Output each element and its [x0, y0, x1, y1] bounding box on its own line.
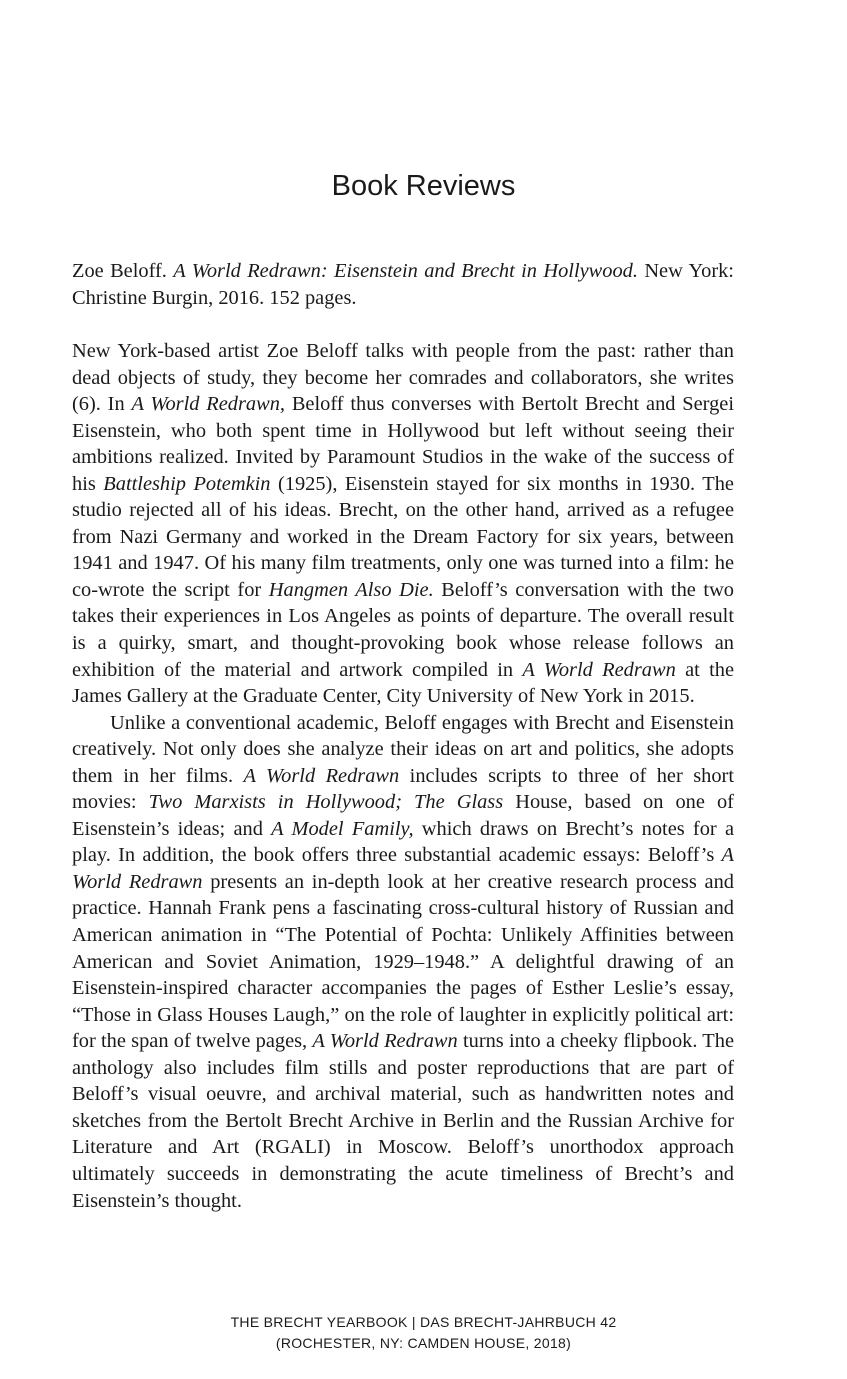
text-run: Beloff’s conversation with the two takes their experiences in Los Angeles as points of departure. The overall result is a quirky, smart, and thought-provoking book whose release follows an exhibition of the material and artwork compiled in	[72, 578, 734, 681]
text-run: Beloff thus converses with Bertolt Brecht and Sergei Eisenstein, who both spent time in Hollywood but left without seeing their ambitions realized. Invited by Paramount Studios in the wake of the success of his	[72, 393, 734, 495]
film-title-italic: Hangmen Also Die.	[268, 578, 434, 601]
citation-author: Zoe Beloff.	[72, 260, 167, 282]
film-title-italic: Battleship Potemkin	[103, 472, 271, 495]
text-run: presents an in-depth look at her creative research process and practice. Hannah Frank pens a fascinating cross-cultural history of Russian and American animation in “The Potential of Pochta: Unlikely Affinities between American and Soviet Animation, 1929–1948.” A delightful drawing of an Eisenstein-inspired character accompanies the pages of Esther Leslie’s essay, “Those in Glass Houses Laugh,” on the role of laughter in explicitly political art: for the span of twelve pages,	[72, 870, 734, 1053]
book-title-italic: A World Redrawn,	[131, 393, 286, 416]
review-body	[72, 338, 734, 1214]
book-title-italic: A World Redrawn	[243, 764, 400, 787]
text-run: New York-based artist Zoe Beloff talks with people from the past: rather than dead objects of study, they become her comrades and collaborators, she writes (6). In	[72, 340, 734, 416]
footer-journal-line: THE BRECHT YEARBOOK | DAS BRECHT-JAHRBUCH 42	[230, 1314, 617, 1330]
section-heading: Book Reviews	[331, 170, 516, 202]
film-title-italic: A Model Family,	[271, 817, 414, 840]
text-run: which draws on Brecht’s notes for a play. In addition, the book offers three substantial academic essays: Beloff’s	[72, 817, 735, 867]
text-run: Unlike a conventional academic, Beloff engages with Brecht and Eisenstein creatively. Not only does she analyze their ideas on art and politics, she adopts them in her films.	[72, 711, 734, 787]
page-footer	[0, 1312, 847, 1354]
book-title-italic: A World Redrawn	[312, 1030, 458, 1053]
book-citation	[72, 258, 734, 312]
footer-publisher-line: (ROCHESTER, NY: CAMDEN HOUSE, 2018)	[275, 1335, 572, 1351]
citation-publication: New York: Christine Burgin, 2016. 152 pages.	[72, 260, 734, 309]
text-run: at the James Gallery at the Graduate Center, City University of New York in 2015.	[72, 658, 735, 708]
book-title-italic: A World Redrawn	[522, 658, 676, 681]
review-paragraph-1	[72, 338, 734, 710]
review-paragraph-2	[72, 710, 734, 1214]
film-title-italic: Two Marxists in Hollywood; The Glass	[148, 791, 504, 814]
text-run: includes scripts to three of her short movies:	[72, 764, 735, 814]
text-run: House, based on one of Eisenstein’s ideas; and	[72, 791, 734, 840]
essay-title-italic: A World Redrawn	[72, 844, 734, 893]
citation-title: A World Redrawn: Eisenstein and Brecht in Hollywood.	[173, 260, 638, 282]
text-run: (1925), Eisenstein stayed for six months in 1930. The studio rejected all of his ideas. Brecht, on the other hand, arrived as a refugee from Nazi Germany and worked in the Dream Factory for six years, between 1941 and 1947. Of his many film treatments, only one was turned into a film: he co-wrote the script for	[72, 472, 734, 601]
text-run: turns into a cheeky flipbook. The anthology also includes film stills and poster reproductions that are part of Beloff’s visual oeuvre, and archival material, such as handwritten notes and sketches from the Bertolt Brecht Archive in Berlin and the Russian Archive for Literature and Art (RGALI) in Moscow. Beloff’s unorthodox approach ultimately succeeds in demonstrating the acute timeliness of Brecht’s and Eisenstein’s thought.	[72, 1030, 735, 1212]
